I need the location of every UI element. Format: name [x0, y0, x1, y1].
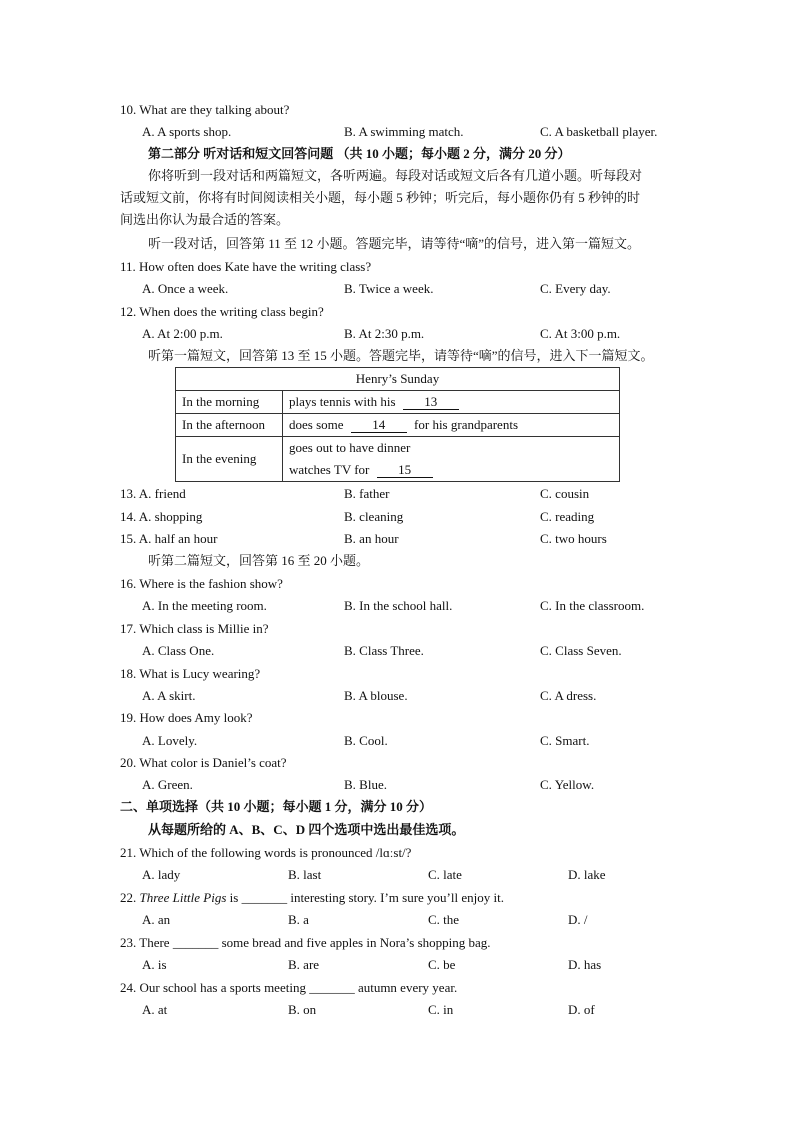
- q20-option-a: A. Green.: [142, 777, 193, 792]
- evening-line-1: goes out to have dinner: [289, 440, 411, 455]
- q21-option-b: B. last: [288, 867, 322, 882]
- question-12-stem: 12. When does the writing class begin?: [120, 304, 324, 319]
- table-row-evening-content: [283, 437, 620, 482]
- q22-option-d: D. /: [568, 912, 588, 927]
- passage1-instruction: 听第一篇短文，回答第 13 至 15 小题。答题完毕，请等待“嘀”的信号，进入下一篇短文。: [148, 348, 654, 363]
- table-row-morning-label: In the morning: [176, 391, 283, 414]
- q22-rest: is _______ interesting story. I’m sure you’ll enjoy it.: [229, 890, 504, 905]
- q24-option-b: B. on: [288, 1002, 317, 1017]
- q15-option-c: C. two hours: [540, 531, 607, 546]
- q13-option-b: B. father: [344, 486, 390, 501]
- passage2-instruction: 听第二篇短文，回答第 16 至 20 小题。: [148, 553, 370, 568]
- table-row-afternoon-content: [283, 414, 620, 437]
- q11-option-b: B. Twice a week.: [344, 281, 434, 296]
- part2-title: 第二部分 听对话和短文回答问题 （共 10 小题；每小题 2 分，满分 20 分）: [148, 146, 571, 161]
- question-24-stem: 24. Our school has a sports meeting _______ autumn every year.: [120, 980, 458, 995]
- blank-15: 15: [377, 463, 433, 478]
- q24-option-a: A. at: [142, 1002, 168, 1017]
- part2-intro-line-2: 话或短文前，你将有时间阅读相关小题，每小题 5 秒钟；听完后，每小题你仍有 5 秒钟的时: [120, 190, 641, 205]
- table-row-evening-label: In the evening: [176, 437, 283, 482]
- dialog-instruction: 听一段对话，回答第 11 至 12 小题。答题完毕，请等待“嘀”的信号，进入第一篇短文。: [148, 236, 641, 251]
- question-10-stem: 10. What are they talking about?: [120, 102, 290, 117]
- table-row-afternoon-label: In the afternoon: [176, 414, 283, 437]
- question-17-stem: 17. Which class is Millie in?: [120, 621, 269, 636]
- evening-line-2: [289, 459, 613, 481]
- section2-title: 二、单项选择（共 10 小题；每小题 1 分，满分 10 分）: [120, 799, 433, 814]
- q14-option-c: C. reading: [540, 509, 595, 524]
- question-16-stem: 16. Where is the fashion show?: [120, 576, 283, 591]
- q21-option-c: C. late: [428, 867, 462, 882]
- q11-option-c: C. Every day.: [540, 281, 611, 296]
- q11-option-a: A. Once a week.: [142, 281, 229, 296]
- q17-option-a: A. Class One.: [142, 643, 215, 658]
- question-19-stem: 19. How does Amy look?: [120, 710, 253, 725]
- q10-option-b: B. A swimming match.: [344, 124, 464, 139]
- afternoon-pre-text: does some: [289, 417, 344, 432]
- morning-text: plays tennis with his: [289, 394, 396, 409]
- q21-option-d: D. lake: [568, 867, 606, 882]
- q12-option-a: A. At 2:00 p.m.: [142, 326, 223, 341]
- q22-number: 22.: [120, 890, 137, 905]
- q15-option-a: 15. A. half an hour: [120, 531, 218, 546]
- q24-option-d: D. of: [568, 1002, 595, 1017]
- q23-option-a: A. is: [142, 957, 167, 972]
- q10-option-c: C. A basketball player.: [540, 124, 658, 139]
- q14-option-b: B. cleaning: [344, 509, 404, 524]
- part2-intro-line-1: 你将听到一段对话和两篇短文，各听两遍。每段对话或短文后各有几道小题。听每段对: [148, 168, 643, 183]
- afternoon-post-text: for his grandparents: [414, 417, 518, 432]
- henrys-sunday-table: [175, 367, 620, 482]
- evening-line-2-text: watches TV for: [289, 462, 370, 477]
- q23-option-d: D. has: [568, 957, 602, 972]
- question-20-stem: 20. What color is Daniel’s coat?: [120, 755, 287, 770]
- q12-option-b: B. At 2:30 p.m.: [344, 326, 425, 341]
- q16-option-c: C. In the classroom.: [540, 598, 645, 613]
- q18-option-c: C. A dress.: [540, 688, 597, 703]
- q12-option-c: C. At 3:00 p.m.: [540, 326, 621, 341]
- q20-option-b: B. Blue.: [344, 777, 387, 792]
- part2-intro-line-3: 间选出你认为最合适的答案。: [120, 212, 290, 227]
- q18-option-a: A. A skirt.: [142, 688, 196, 703]
- blank-13: 13: [403, 395, 459, 410]
- question-18-stem: 18. What is Lucy wearing?: [120, 666, 261, 681]
- q22-option-b: B. a: [288, 912, 309, 927]
- q13-option-a: 13. A. friend: [120, 486, 186, 501]
- q24-option-c: C. in: [428, 1002, 454, 1017]
- question-22-stem: [120, 890, 504, 906]
- q19-option-b: B. Cool.: [344, 733, 388, 748]
- q16-option-b: B. In the school hall.: [344, 598, 453, 613]
- q16-option-a: A. In the meeting room.: [142, 598, 267, 613]
- table-title: Henry’s Sunday: [176, 368, 620, 391]
- q15-option-b: B. an hour: [344, 531, 399, 546]
- q20-option-c: C. Yellow.: [540, 777, 595, 792]
- question-23-stem: 23. There _______ some bread and five apples in Nora’s shopping bag.: [120, 935, 491, 950]
- q14-option-a: 14. A. shopping: [120, 509, 203, 524]
- q21-option-a: A. lady: [142, 867, 181, 882]
- q22-book-title: Three Little Pigs: [139, 890, 227, 905]
- q22-option-a: A. an: [142, 912, 171, 927]
- section2-instruction: 从每题所给的 A、B、C、D 四个选项中选出最佳选项。: [148, 822, 465, 837]
- blank-14: 14: [351, 418, 407, 433]
- q17-option-b: B. Class Three.: [344, 643, 424, 658]
- q13-option-c: C. cousin: [540, 486, 590, 501]
- q23-option-c: C. be: [428, 957, 456, 972]
- question-21-stem: 21. Which of the following words is pronounced /lɑːst/?: [120, 845, 412, 860]
- question-11-stem: 11. How often does Kate have the writing class?: [120, 259, 372, 274]
- q19-option-c: C. Smart.: [540, 733, 590, 748]
- q17-option-c: C. Class Seven.: [540, 643, 622, 658]
- q23-option-b: B. are: [288, 957, 320, 972]
- q19-option-a: A. Lovely.: [142, 733, 198, 748]
- q18-option-b: B. A blouse.: [344, 688, 408, 703]
- table-row-morning-content: [283, 391, 620, 414]
- q22-option-c: C. the: [428, 912, 460, 927]
- q10-option-a: A. A sports shop.: [142, 124, 232, 139]
